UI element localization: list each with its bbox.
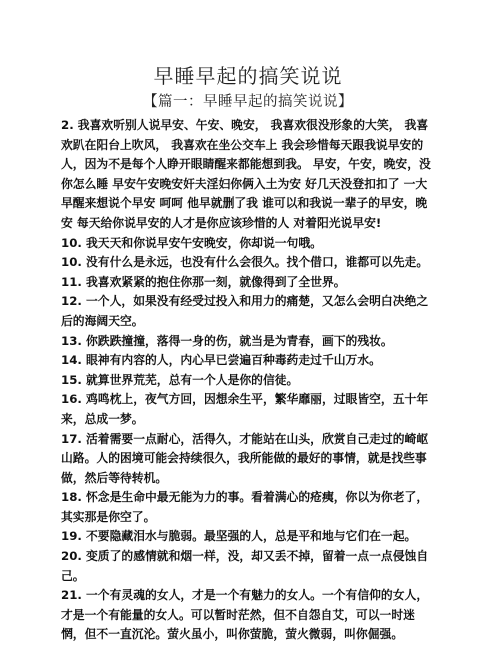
document-body <box>61 116 437 645</box>
paragraph: 20. 变质了的感情就和烟一样，没，却又丢不掉，留着一点一点侵蚀自己。 <box>61 549 429 583</box>
paragraph: 21. 一个有灵魂的女人，才是一个有魅力的女人。一个有信仰的女人，才是一个有能量的女人。可以暂时茫然，但不自怨自艾，可以一时迷惘，但不一直沉沦。萤火虽小，叫你萤脆，萤火微弱，叫你倔强。 <box>61 588 429 642</box>
paragraph: 10. 我天天和你说早安午安晚安，你却说一句哦。 <box>61 235 322 250</box>
paragraph: 2. 我喜欢听别人说早安、午安、晚安， 我喜欢很没形象的大笑， 我喜欢趴在阳台上吹风， 我喜欢在坐公交车上 我会珍惜每天跟我说早安的人，因为不是每个人睁开眼睛醒来都能想到我。 早安，午安，晚安，没你怎么睡 早安午安晚安奸夫淫妇你俩入土为安 好几天没登扣扣了 一大早醒来想说个早安 呵呵 他早就删了我 谁可以和我说一辈子的早安，晚安 每天给你说早安的人才是你应该珍惜的人 对着阳光说早安! <box>61 118 431 230</box>
paragraph: 13. 你跌跌撞撞，落得一身的伤，就当是为青春，画下的残妆。 <box>61 333 393 348</box>
paragraph: 17. 活着需要一点耐心，活得久，才能站在山头，欣赏自己走过的崎岖山路。人的困境可能会持续很久，我所能做的最好的事情，就是找些事做，然后等待转机。 <box>61 431 429 485</box>
paragraph: 10. 没有什么是永远，也没有什么会很久。找个借口，谁都可以先走。 <box>61 255 429 270</box>
paragraph: 11. 我喜欢紧紧的抱住你那一刻，就像得到了全世界。 <box>61 274 346 289</box>
paragraph: 18. 怀念是生命中最无能为力的事。看着满心的疮痍，你以为你老了，其实那是你空了。 <box>61 490 429 524</box>
paragraph: 16. 鸡鸣枕上，夜气方回，因想余生平，繁华靡丽，过眼皆空，五十年来，总成一梦。 <box>61 392 429 426</box>
paragraph: 12. 一个人，如果没有经受过投入和用力的痛楚，又怎么会明白决绝之后的海阔天空。 <box>61 294 429 328</box>
paragraph: 14. 眼神有内容的人，内心早已尝遍百种毒药走过千山万水。 <box>61 353 381 368</box>
document-title: 早睡早起的搞笑说说 <box>153 64 343 88</box>
paragraph: 15. 就算世界荒芜，总有一个人是你的信徒。 <box>61 372 299 387</box>
document-subtitle: 【篇一：早睡早起的搞笑说说】 <box>143 94 353 110</box>
paragraph: 19. 不要隐藏泪水与脆弱。最坚强的人，总是平和地与它们在一起。 <box>61 529 417 544</box>
